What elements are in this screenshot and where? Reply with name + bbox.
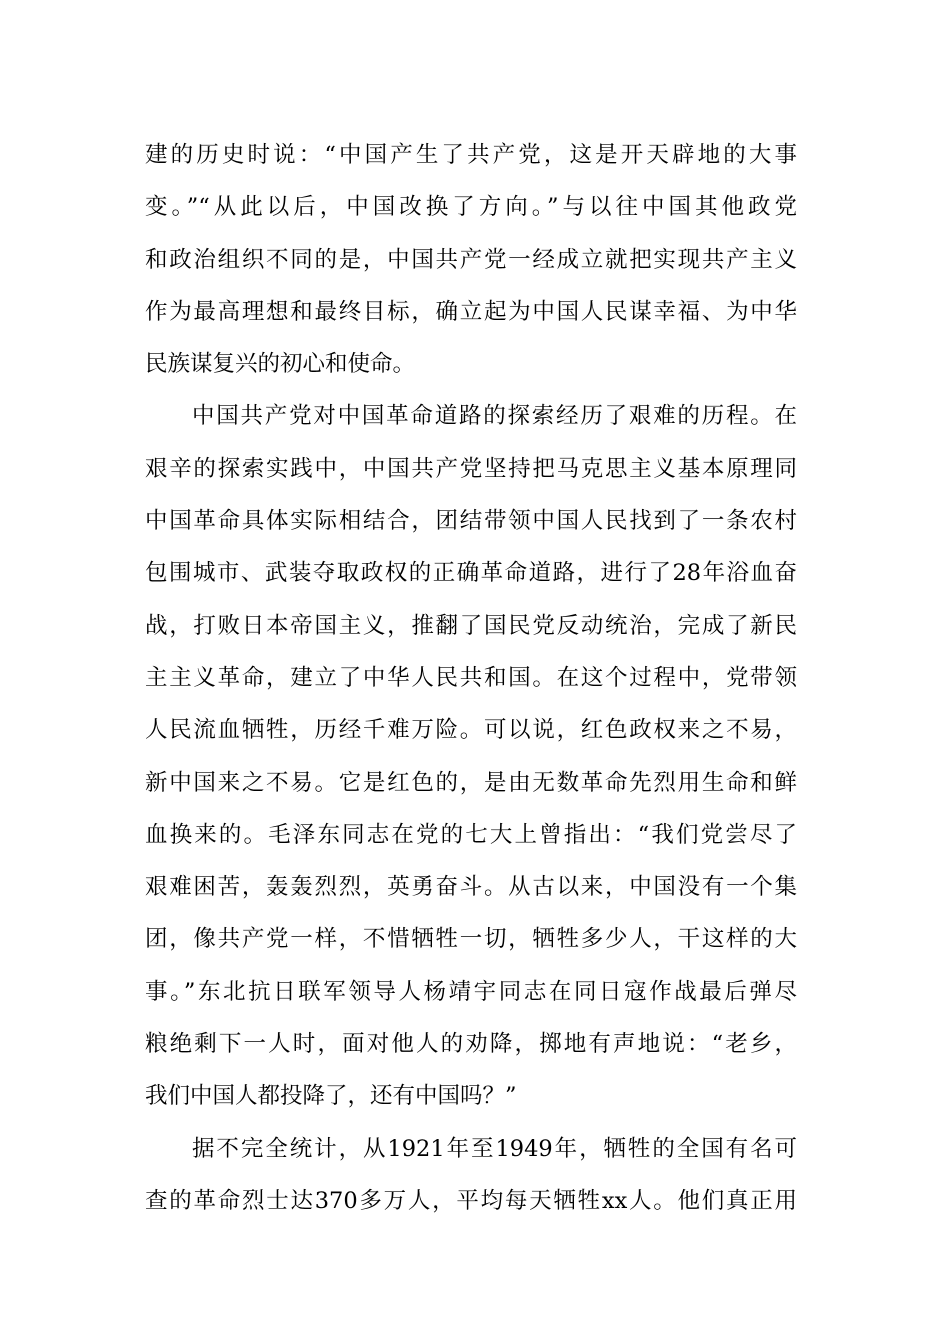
- text-line: 团，像共产党一样，不惜牺牲一切，牺牲多少人，干这样的大: [145, 926, 797, 953]
- text-line: 和政治组织不同的是，中国共产党一经成立就把实现共产主义: [145, 246, 797, 273]
- text-line: 新中国来之不易。它是红色的，是由无数革命先烈用生命和鲜: [145, 769, 797, 796]
- text-line: 包围城市、武装夺取政权的正确革命道路，进行了28年浴血奋: [145, 560, 797, 587]
- text-line: 粮绝剩下一人时，面对他人的劝降，掷地有声地说：“老乡，: [145, 1031, 797, 1058]
- text-line: 中国共产党对中国革命道路的探索经历了艰难的历程。在: [192, 403, 797, 430]
- text-line: 据不完全统计，从1921年至1949年，牺牲的全国有名可: [192, 1135, 797, 1162]
- text-line: 民族谋复兴的初心和使命。: [145, 351, 416, 378]
- text-line: 艰难困苦，轰轰烈烈，英勇奋斗。从古以来，中国没有一个集: [145, 874, 797, 901]
- paragraph-2: [145, 390, 797, 1122]
- paragraph-3: [145, 1123, 797, 1228]
- text-line: 变。”“从此以后，中国改换了方向。”与以往中国其他政党: [145, 194, 797, 221]
- text-line: 作为最高理想和最终目标，确立起为中国人民谋幸福、为中华: [145, 298, 797, 325]
- text-line: 人民流血牺牲，历经千难万险。可以说，红色政权来之不易，: [145, 717, 797, 744]
- text-line: 查的革命烈士达370多万人，平均每天牺牲xx人。他们真正用: [145, 1187, 797, 1214]
- text-line: 艰辛的探索实践中，中国共产党坚持把马克思主义基本原理同: [145, 455, 797, 482]
- text-line: 血换来的。毛泽东同志在党的七大上曾指出：“我们党尝尽了: [145, 821, 797, 848]
- text-line: 事。”东北抗日联军领导人杨靖宇同志在同日寇作战最后弹尽: [145, 978, 797, 1005]
- document-body: [145, 129, 797, 1227]
- text-line: 主主义革命，建立了中华人民共和国。在这个过程中，党带领: [145, 664, 797, 691]
- text-line: 中国革命具体实际相结合，团结带领中国人民找到了一条农村: [145, 508, 797, 535]
- text-line: 我们中国人都投降了，还有中国吗？”: [145, 1083, 517, 1110]
- text-line: 建的历史时说：“中国产生了共产党，这是开天辟地的大事: [145, 142, 797, 168]
- paragraph-1: [145, 129, 797, 390]
- text-line: 战，打败日本帝国主义，推翻了国民党反动统治，完成了新民: [145, 612, 797, 639]
